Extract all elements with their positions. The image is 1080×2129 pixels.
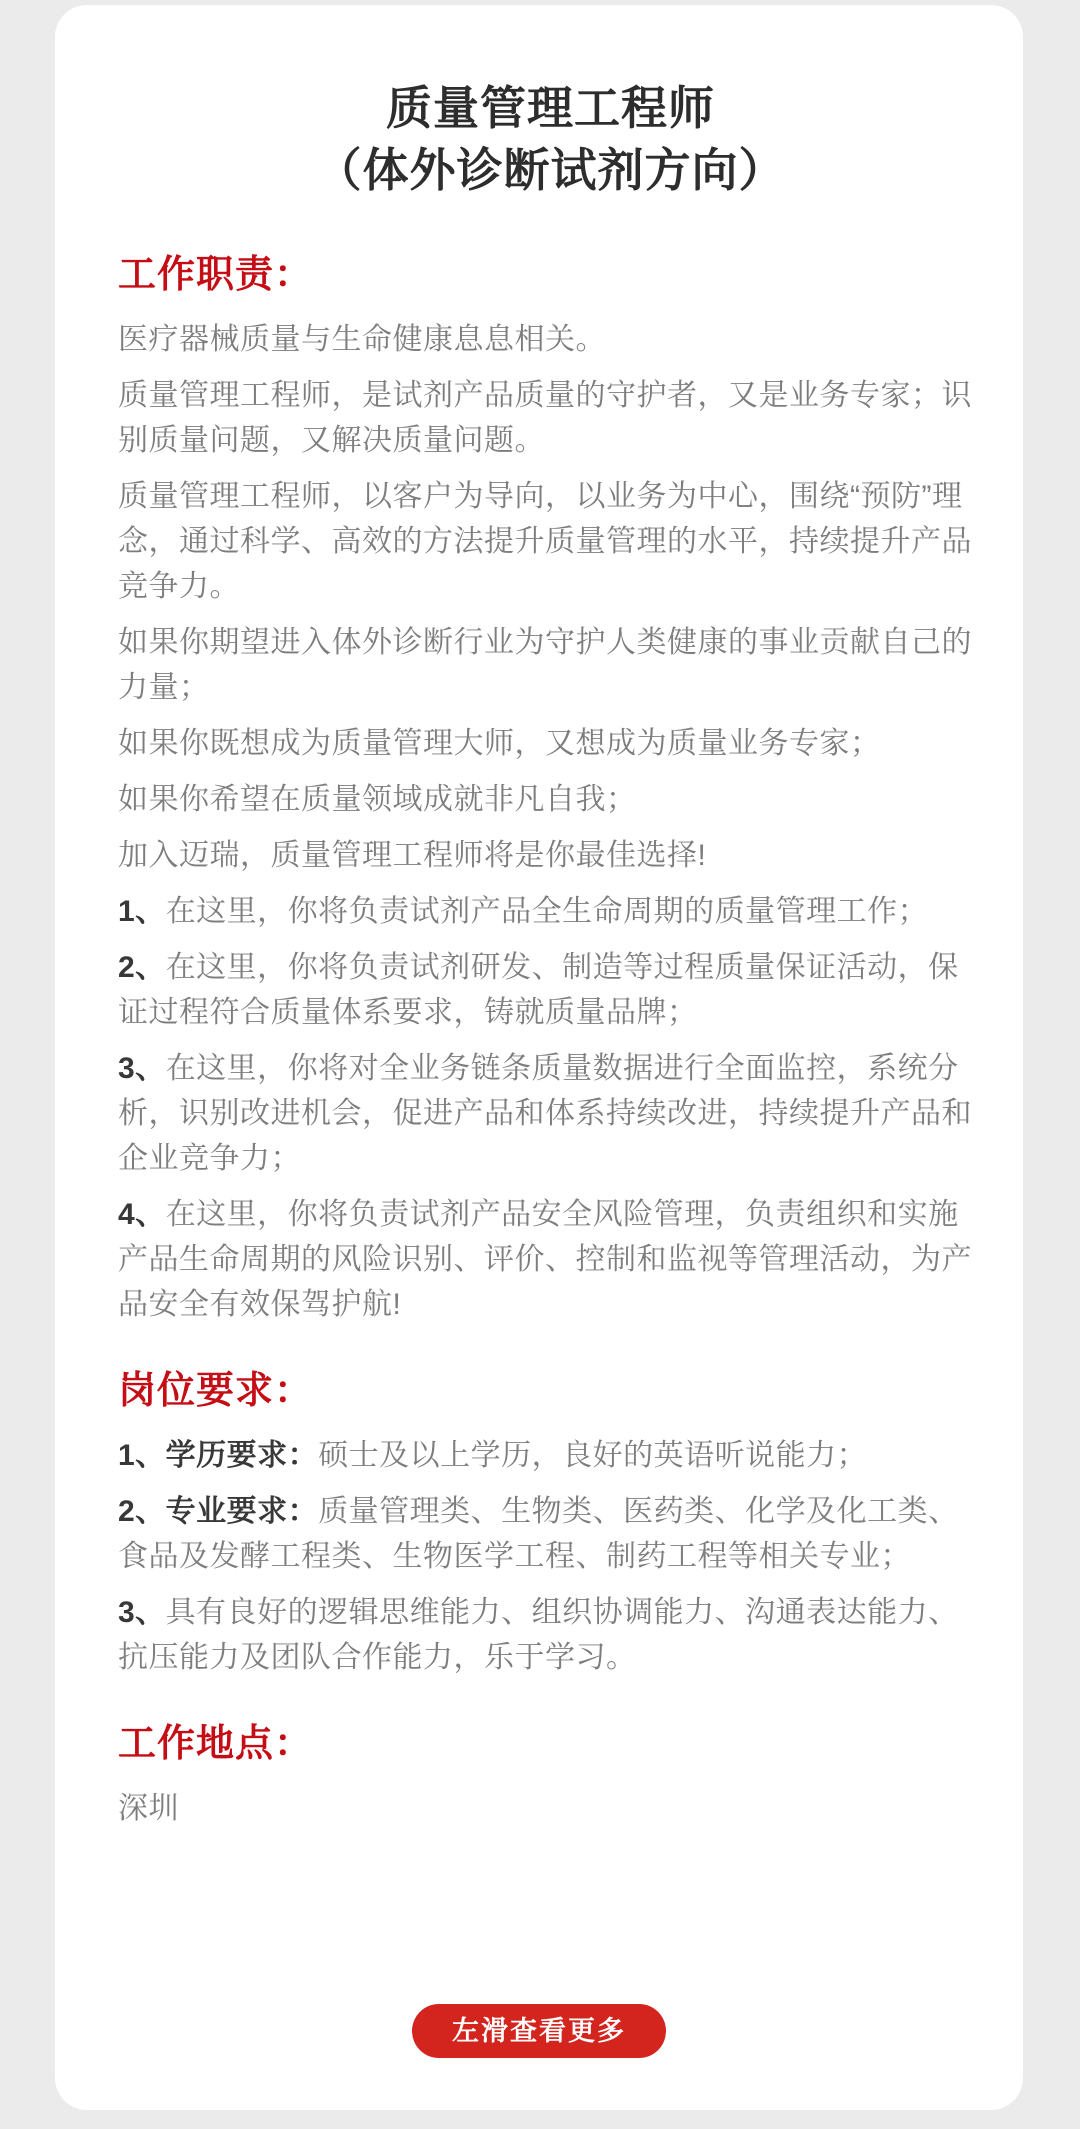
responsibility-paragraph bbox=[118, 945, 983, 1035]
responsibility-paragraph bbox=[118, 777, 983, 822]
paragraph-prefix: 3、 bbox=[118, 1052, 166, 1085]
swipe-more-button[interactable]: 左滑查看更多 bbox=[412, 2004, 666, 2058]
paragraph-prefix: 1、 bbox=[118, 895, 166, 928]
paragraph-text: 质量管理工程师，是试剂产品质量的守护者，又是业务专家；识别质量问题，又解决质量问题。 bbox=[118, 379, 972, 457]
paragraph-text: 质量管理工程师，以客户为导向，以业务为中心，围绕“预防”理念，通过科学、高效的方法提升质量管理的水平，持续提升产品竞争力。 bbox=[118, 480, 972, 603]
section-heading-requirements: 岗位要求： bbox=[118, 1370, 314, 1412]
responsibility-paragraph bbox=[118, 317, 983, 362]
job-title-line1: 质量管理工程师 bbox=[386, 82, 715, 134]
paragraph-text: 在这里，你将负责试剂产品全生命周期的质量管理工作； bbox=[165, 895, 929, 928]
paragraph-prefix: 4、 bbox=[118, 1198, 166, 1231]
requirement-text: 质量管理类、生物类、医药类、化学及化工类、食品及发酵工程类、生物医学工程、制药工程等相关专业； bbox=[118, 1495, 959, 1573]
paragraph-text: 如果你既想成为质量管理大师，又想成为质量业务专家； bbox=[118, 727, 881, 760]
requirement-text: 硕士及以上学历，良好的英语听说能力； bbox=[318, 1439, 868, 1472]
requirement-text: 具有良好的逻辑思维能力、组织协调能力、沟通表达能力、抗压能力及团队合作能力，乐于学习。 bbox=[118, 1596, 959, 1674]
paragraph-text: 如果你希望在质量领域成就非凡自我； bbox=[118, 783, 637, 816]
requirement-prefix: 2、专业要求： bbox=[118, 1495, 319, 1528]
paragraph-text: 在这里，你将对全业务链条质量数据进行全面监控，系统分析，识别改进机会，促进产品和体系持续改进，持续提升产品和企业竞争力； bbox=[118, 1052, 972, 1175]
responsibility-paragraph bbox=[118, 1046, 983, 1181]
requirement-item bbox=[118, 1590, 983, 1680]
job-title-line2: （体外诊断试剂方向） bbox=[315, 144, 786, 196]
responsibility-paragraph bbox=[118, 889, 983, 934]
paragraph-prefix: 2、 bbox=[118, 951, 166, 984]
requirement-prefix: 3、 bbox=[118, 1596, 166, 1629]
section-heading-location: 工作地点： bbox=[118, 1723, 314, 1765]
paragraph-text: 医疗器械质量与生命健康息息相关。 bbox=[118, 323, 606, 356]
requirement-item bbox=[118, 1489, 983, 1579]
requirement-prefix: 1、学历要求： bbox=[118, 1439, 319, 1472]
paragraph-text: 如果你期望进入体外诊断行业为守护人类健康的事业贡献自己的力量； bbox=[118, 626, 972, 704]
job-detail-card bbox=[55, 5, 1023, 2110]
section-heading-responsibilities: 工作职责： bbox=[118, 254, 314, 296]
responsibility-paragraph bbox=[118, 721, 983, 766]
paragraph-text: 在这里，你将负责试剂产品安全风险管理，负责组织和实施产品生命周期的风险识别、评价、控制和监视等管理活动，为产品安全有效保驾护航! bbox=[118, 1198, 972, 1321]
responsibility-paragraph bbox=[118, 373, 983, 463]
paragraph-text: 加入迈瑞，质量管理工程师将是你最佳选择! bbox=[118, 839, 707, 872]
responsibility-paragraph bbox=[118, 620, 983, 710]
responsibility-paragraph bbox=[118, 1192, 983, 1327]
responsibility-paragraph bbox=[118, 474, 983, 609]
responsibility-paragraph bbox=[118, 833, 983, 878]
location-value: 深圳 bbox=[118, 1792, 179, 1825]
paragraph-text: 在这里，你将负责试剂研发、制造等过程质量保证活动，保证过程符合质量体系要求，铸就质量品牌； bbox=[118, 951, 959, 1029]
requirement-item bbox=[118, 1433, 983, 1478]
page-title bbox=[118, 77, 983, 201]
